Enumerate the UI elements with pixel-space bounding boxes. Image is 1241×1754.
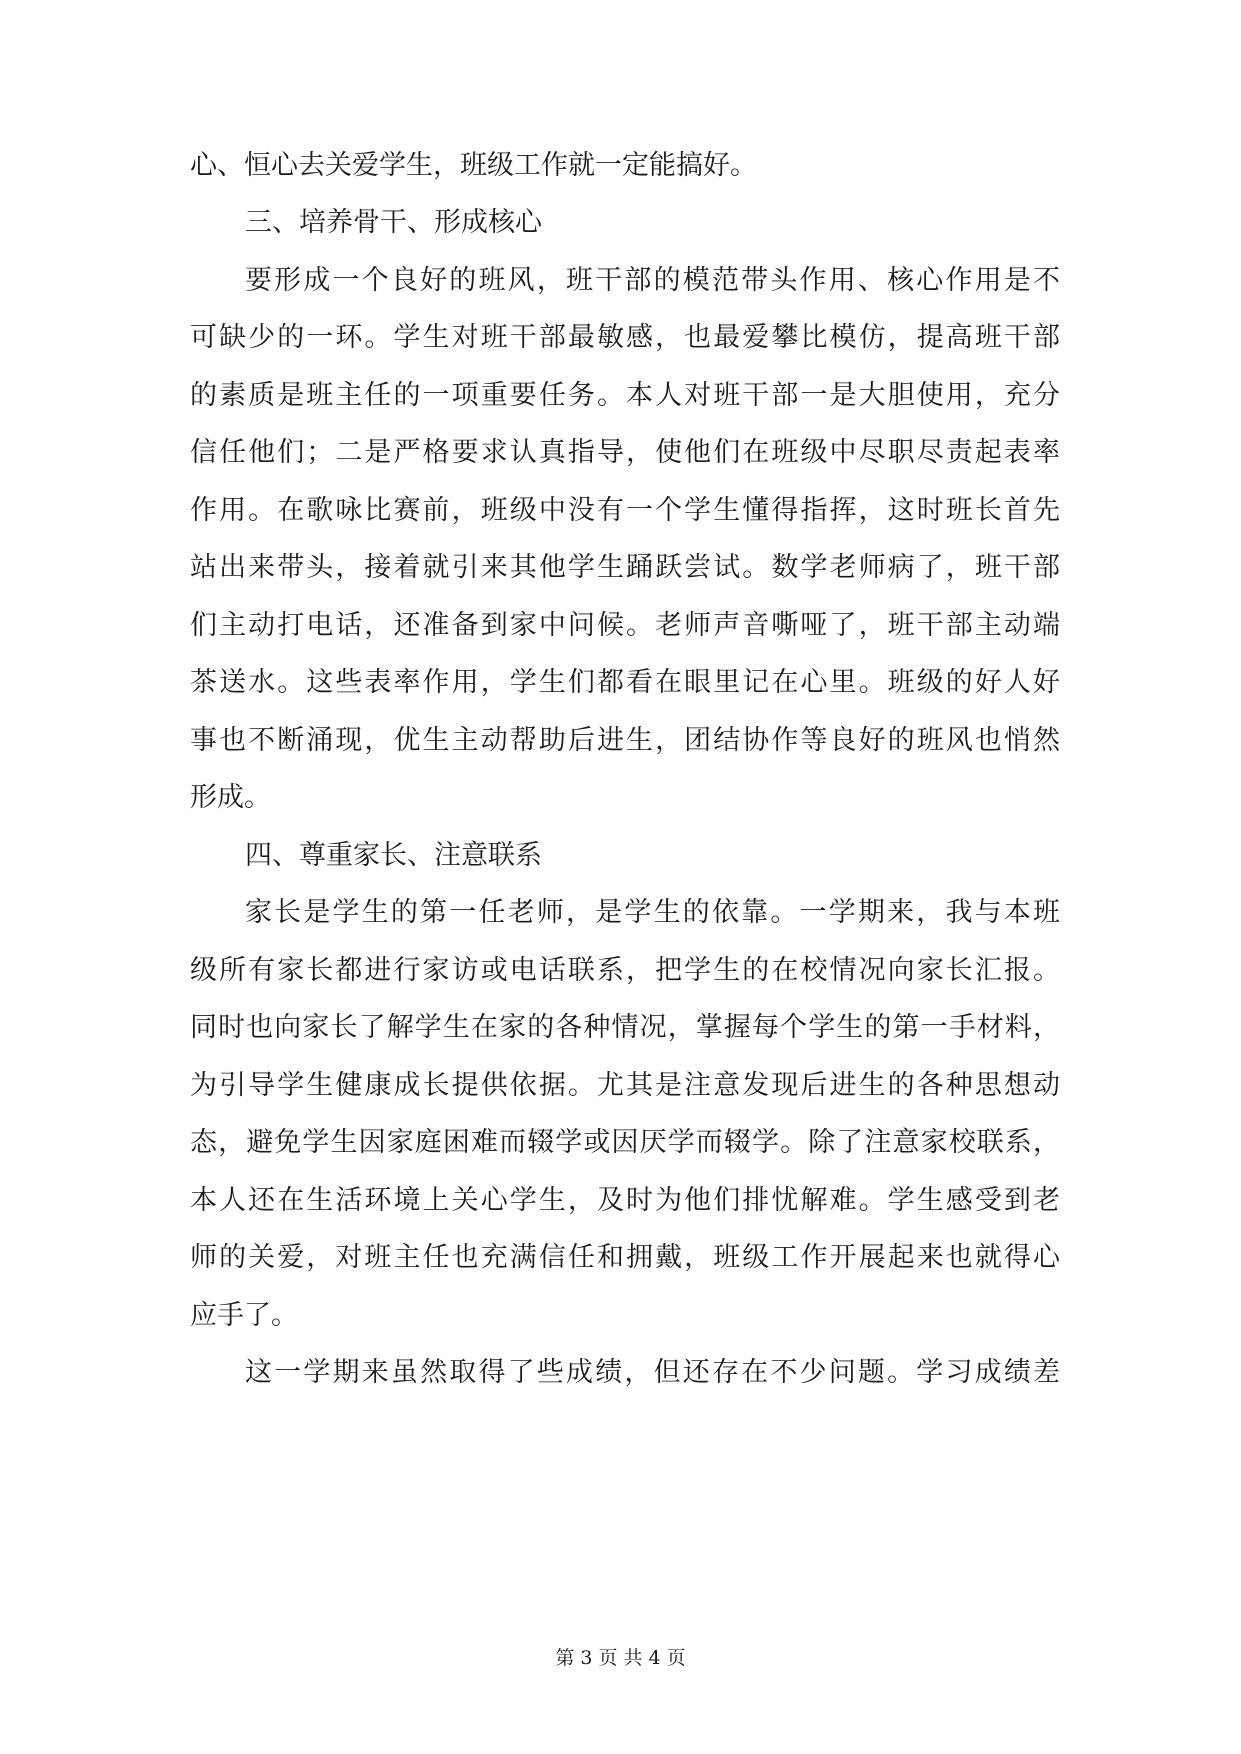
- text-line: 态，避免学生因家庭困难而辍学或因厌学而辍学。除了注意家校联系，: [190, 1127, 1060, 1158]
- text-line: 应手了。: [190, 1300, 298, 1331]
- text-line: 站出来带头，接着就引来其他学生踊跃尝试。数学老师病了，班干部: [190, 552, 1060, 583]
- text-line: 的素质是班主任的一项重要任务。本人对班干部一是大胆使用，充分: [190, 380, 1060, 411]
- text-line: 信任他们；二是严格要求认真指导，使他们在班级中尽职尽责起表率: [190, 437, 1060, 468]
- text-line: 家长是学生的第一任老师，是学生的依靠。一学期来，我与本班: [245, 897, 1060, 928]
- text-line: 作用。在歌咏比赛前，班级中没有一个学生懂得指挥，这时班长首先: [190, 495, 1060, 526]
- text-line: 形成。: [190, 782, 271, 813]
- text-line: 级所有家长都进行家访或电话联系，把学生的在校情况向家长汇报。: [190, 955, 1060, 986]
- section-heading: 三、培养骨干、形成核心: [245, 207, 542, 238]
- page-number-footer: 第 3 页 共 4 页: [555, 1647, 686, 1669]
- text-line: 事也不断涌现，优生主动帮助后进生，团结协作等良好的班风也悄然: [190, 725, 1060, 756]
- text-line: 为引导学生健康成长提供依据。尤其是注意发现后进生的各种思想动: [190, 1070, 1060, 1101]
- text-line: 茶送水。这些表率作用，学生们都看在眼里记在心里。班级的好人好: [190, 667, 1060, 698]
- text-line: 要形成一个良好的班风，班干部的模范带头作用、核心作用是不: [245, 265, 1060, 296]
- text-line: 心、恒心去关爱学生，班级工作就一定能搞好。: [190, 150, 757, 181]
- text-line: 同时也向家长了解学生在家的各种情况，掌握每个学生的第一手材料，: [190, 1012, 1060, 1043]
- text-line: 们主动打电话，还准备到家中问候。老师声音嘶哑了，班干部主动端: [190, 610, 1060, 641]
- text-line: 本人还在生活环境上关心学生，及时为他们排忧解难。学生感受到老: [190, 1185, 1060, 1216]
- text-line: 这一学期来虽然取得了些成绩，但还存在不少问题。学习成绩差: [245, 1357, 1060, 1388]
- text-line: 可缺少的一环。学生对班干部最敏感，也最爱攀比模仿，提高班干部: [190, 322, 1060, 353]
- section-heading: 四、尊重家长、注意联系: [245, 840, 542, 871]
- text-line: 师的关爱，对班主任也充满信任和拥戴，班级工作开展起来也就得心: [190, 1242, 1060, 1273]
